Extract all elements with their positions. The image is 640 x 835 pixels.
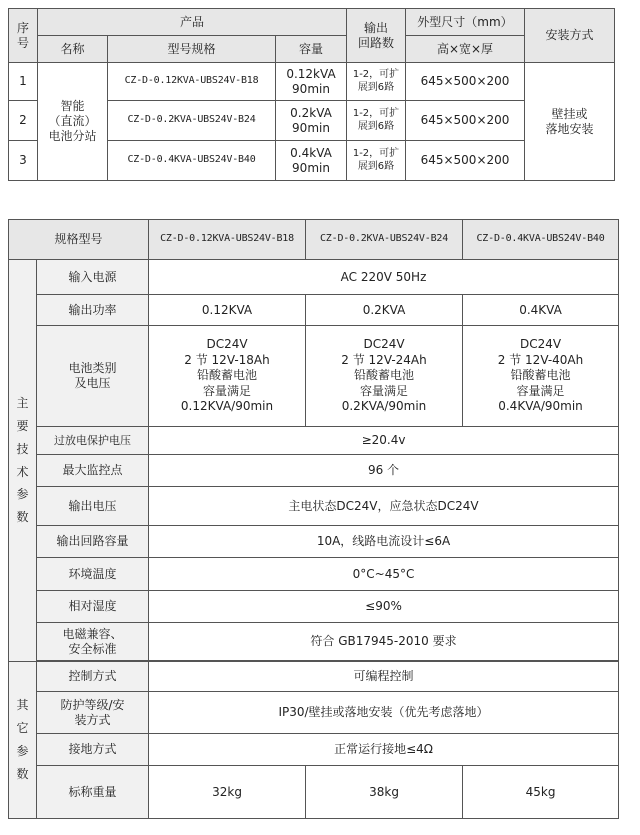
row-model: CZ-D-0.2KVA-UBS24V-B24 (108, 101, 276, 141)
capacity-header: 容量 (276, 36, 347, 63)
spec-model: CZ-D-0.2KVA-UBS24V-B24 (306, 220, 463, 260)
param-label: 输出回路容量 (37, 526, 149, 558)
product-table (8, 8, 615, 181)
param-label: 电磁兼容、 安全标准 (37, 623, 149, 661)
row-capacity: 0.12kVA 90min (276, 63, 347, 101)
install-header: 安装方式 (525, 9, 615, 63)
row-capacity: 0.4kVA 90min (276, 141, 347, 181)
param-label: 过放电保护电压 (37, 427, 149, 455)
param-label: 电池类别 及电压 (37, 326, 149, 427)
param-label: 控制方式 (37, 662, 149, 692)
seq-header: 序 号 (9, 9, 38, 63)
model-header: 型号规格 (108, 36, 276, 63)
row-seq: 2 (9, 101, 38, 141)
other-params-group: 其 它 参 数 (9, 662, 37, 819)
param-value: 32kg (149, 766, 306, 819)
param-value: 正常运行接地≤4Ω (149, 734, 619, 766)
product-header: 产品 (38, 9, 347, 36)
row-outputs: 1-2，可扩 展到6路 (347, 101, 406, 141)
param-value: 38kg (306, 766, 463, 819)
param-value: ≥20.4v (149, 427, 619, 455)
outputs-header: 输出 回路数 (347, 9, 406, 63)
param-value: 0.2KVA (306, 295, 463, 326)
param-value: AC 220V 50Hz (149, 260, 619, 295)
row-model: CZ-D-0.4KVA-UBS24V-B40 (108, 141, 276, 181)
name-header: 名称 (38, 36, 108, 63)
param-value: DC24V 2 节 12V-40Ah 铅酸蓄电池 容量满足 0.4KVA/90min (463, 326, 619, 427)
param-label: 环境温度 (37, 558, 149, 591)
param-label: 输出功率 (37, 295, 149, 326)
row-model: CZ-D-0.12KVA-UBS24V-B18 (108, 63, 276, 101)
param-value: 0°C~45°C (149, 558, 619, 591)
spec-table (8, 219, 619, 819)
param-value: ≤90% (149, 591, 619, 623)
row-outputs: 1-2，可扩 展到6路 (347, 141, 406, 181)
param-label: 最大监控点 (37, 455, 149, 487)
param-label: 输出电压 (37, 487, 149, 526)
spec-model: CZ-D-0.4KVA-UBS24V-B40 (463, 220, 619, 260)
param-value: 可编程控制 (149, 662, 619, 692)
table-row (9, 63, 615, 101)
product-name: 智能 （直流） 电池分站 (38, 63, 108, 181)
param-label: 接地方式 (37, 734, 149, 766)
param-label: 输入电源 (37, 260, 149, 295)
row-dims: 645×500×200 (406, 141, 525, 181)
param-value: 45kg (463, 766, 619, 819)
param-label: 相对湿度 (37, 591, 149, 623)
param-value: 符合 GB17945-2010 要求 (149, 623, 619, 661)
dimensions-subheader: 高×宽×厚 (406, 36, 525, 63)
install-value: 壁挂或 落地安装 (525, 63, 615, 181)
param-value: DC24V 2 节 12V-18Ah 铅酸蓄电池 容量满足 0.12KVA/90min (149, 326, 306, 427)
param-value: 10A，线路电流设计≤6A (149, 526, 619, 558)
row-dims: 645×500×200 (406, 63, 525, 101)
row-outputs: 1-2，可扩 展到6路 (347, 63, 406, 101)
param-value: IP30/壁挂或落地安装（优先考虑落地） (149, 692, 619, 734)
dimensions-header: 外型尺寸（mm） (406, 9, 525, 36)
spec-model: CZ-D-0.12KVA-UBS24V-B18 (149, 220, 306, 260)
row-capacity: 0.2kVA 90min (276, 101, 347, 141)
param-value: 96 个 (149, 455, 619, 487)
param-value: 0.12KVA (149, 295, 306, 326)
param-value: 主电状态DC24V，应急状态DC24V (149, 487, 619, 526)
main-params-group: 主 要 技 术 参 数 (9, 260, 37, 662)
param-label: 防护等级/安 装方式 (37, 692, 149, 734)
row-dims: 645×500×200 (406, 101, 525, 141)
row-seq: 1 (9, 63, 38, 101)
row-seq: 3 (9, 141, 38, 181)
param-value: DC24V 2 节 12V-24Ah 铅酸蓄电池 容量满足 0.2KVA/90min (306, 326, 463, 427)
spec-label: 规格型号 (9, 220, 149, 260)
param-label: 标称重量 (37, 766, 149, 819)
param-value: 0.4KVA (463, 295, 619, 326)
